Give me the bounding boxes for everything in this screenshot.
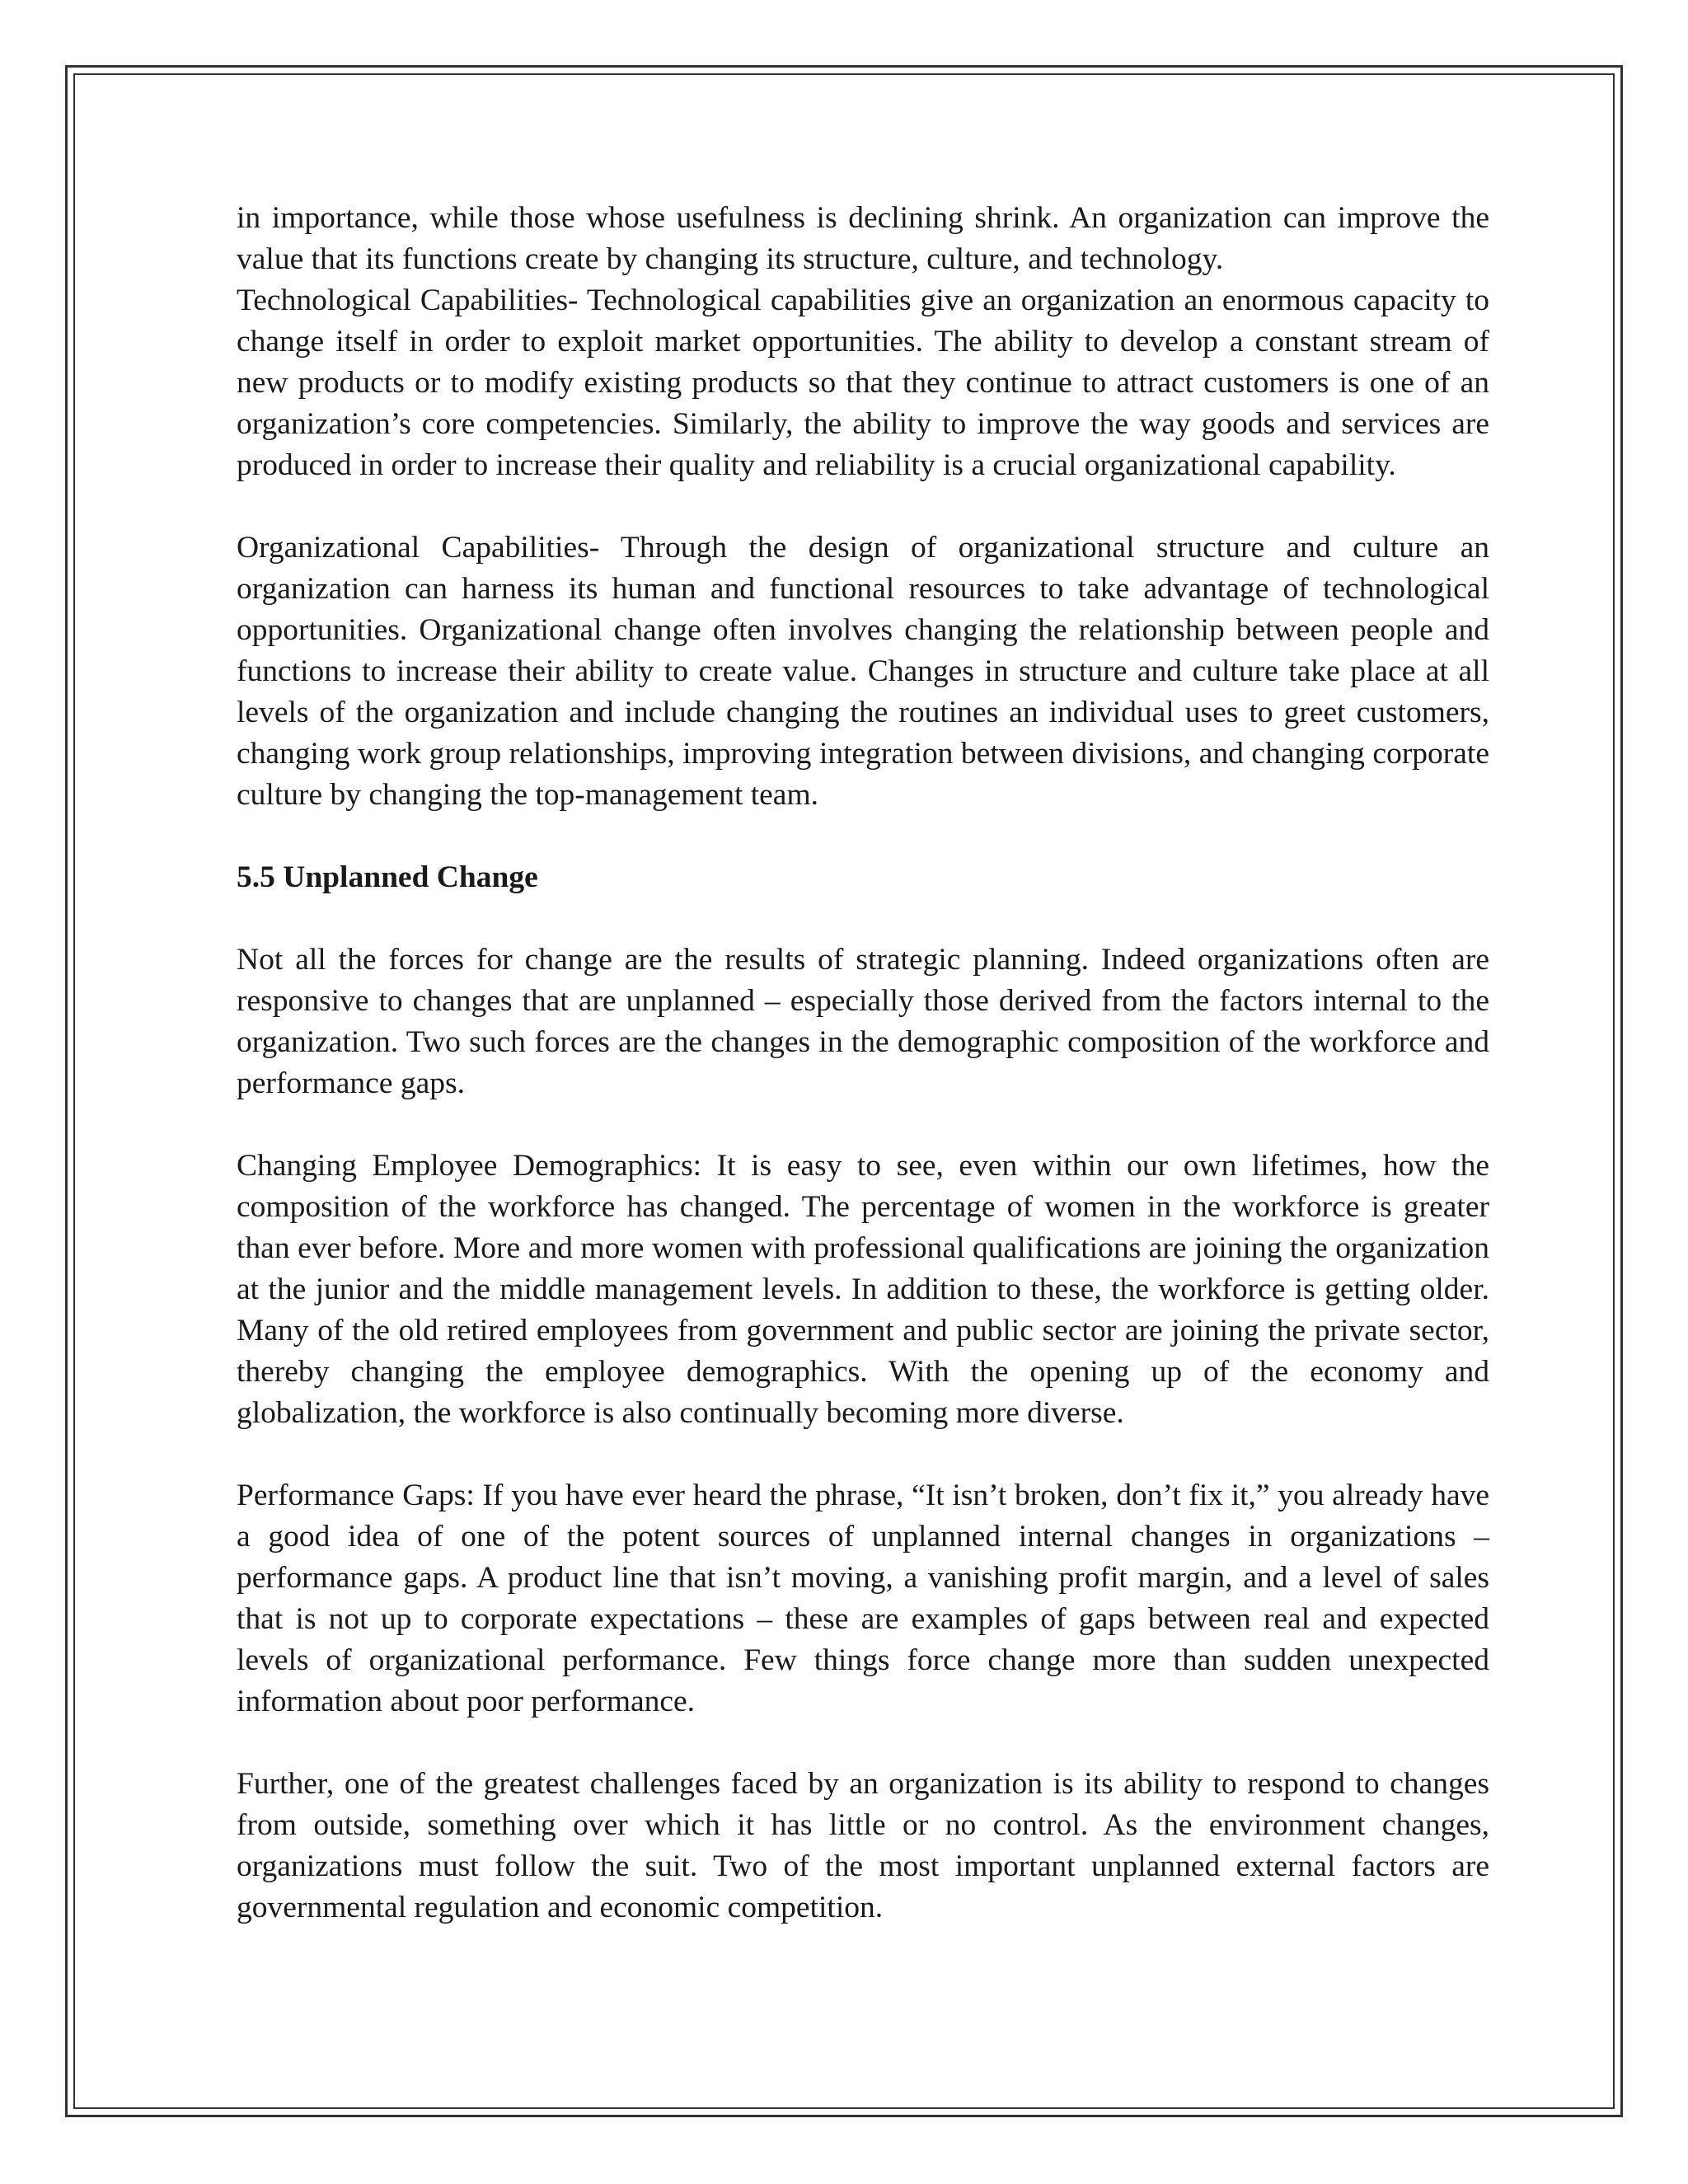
paragraph-technological-capabilities: Technological Capabilities- Technological capabilities give an organization an enormous capacity to change itself in order to exploit market opportunities. The ability to develop a constant stream of new products or to modify existing products so that they continue to attract customers is one of an organization’s core competencies. Similarly, the ability to improve the way goods and services are produced in order to increase their quality and reliability is a crucial organizational capability. <box>237 284 1489 482</box>
paragraph-continuation: in importance, while those whose usefulness is declining shrink. An organization can improve the value that its functions create by changing its structure, culture, and technology. <box>237 201 1489 276</box>
page-content <box>237 198 1489 1929</box>
paragraph-employee-demographics: Changing Employee Demographics: It is easy to see, even within our own lifetimes, how the composition of the workforce has changed. The percentage of women in the workforce is greater than ever before. More and more women with professional qualifications are joining the organization at the junior and the middle management levels. In addition to these, the workforce is getting older. Many of the old retired employees from government and public sector are joining the private sector, thereby changing the employee demographics. With the opening up of the economy and globalization, the workforce is also continually becoming more diverse. <box>237 1149 1489 1430</box>
section-heading: 5.5 Unplanned Change <box>237 860 538 894</box>
paragraph-unplanned-intro: Not all the forces for change are the results of strategic planning. Indeed organizations often are responsive to changes that are unplanned – especially those derived from the factors internal to the organization. Two such forces are the changes in the demographic composition of the workforce and performance gaps. <box>237 943 1489 1100</box>
paragraph-external-factors: Further, one of the greatest challenges faced by an organization is its ability to respond to changes from outside, something over which it has little or no control. As the environment changes, organizations must follow the suit. Two of the most important unplanned external factors are governmental regulation and economic competition. <box>237 1767 1489 1924</box>
paragraph-organizational-capabilities: Organizational Capabilities- Through the design of organizational structure and culture an organization can harness its human and functional resources to take advantage of technological opportunities. Organizational change often involves changing the relationship between people and functions to increase their ability to create value. Changes in structure and culture take place at all levels of the organization and include changing the routines an individual uses to greet customers, changing work group relationships, improving integration between divisions, and changing corporate culture by changing the top-management team. <box>237 531 1489 812</box>
paragraph-performance-gaps: Performance Gaps: If you have ever heard the phrase, “It isn’t broken, don’t fix it,” you already have a good idea of one of the potent sources of unplanned internal changes in organizations – performance gaps. A product line that isn’t moving, a vanishing profit margin, and a level of sales that is not up to corporate expectations – these are examples of gaps between real and expected levels of organizational performance. Few things force change more than sudden unexpected information about poor performance. <box>237 1479 1489 1718</box>
